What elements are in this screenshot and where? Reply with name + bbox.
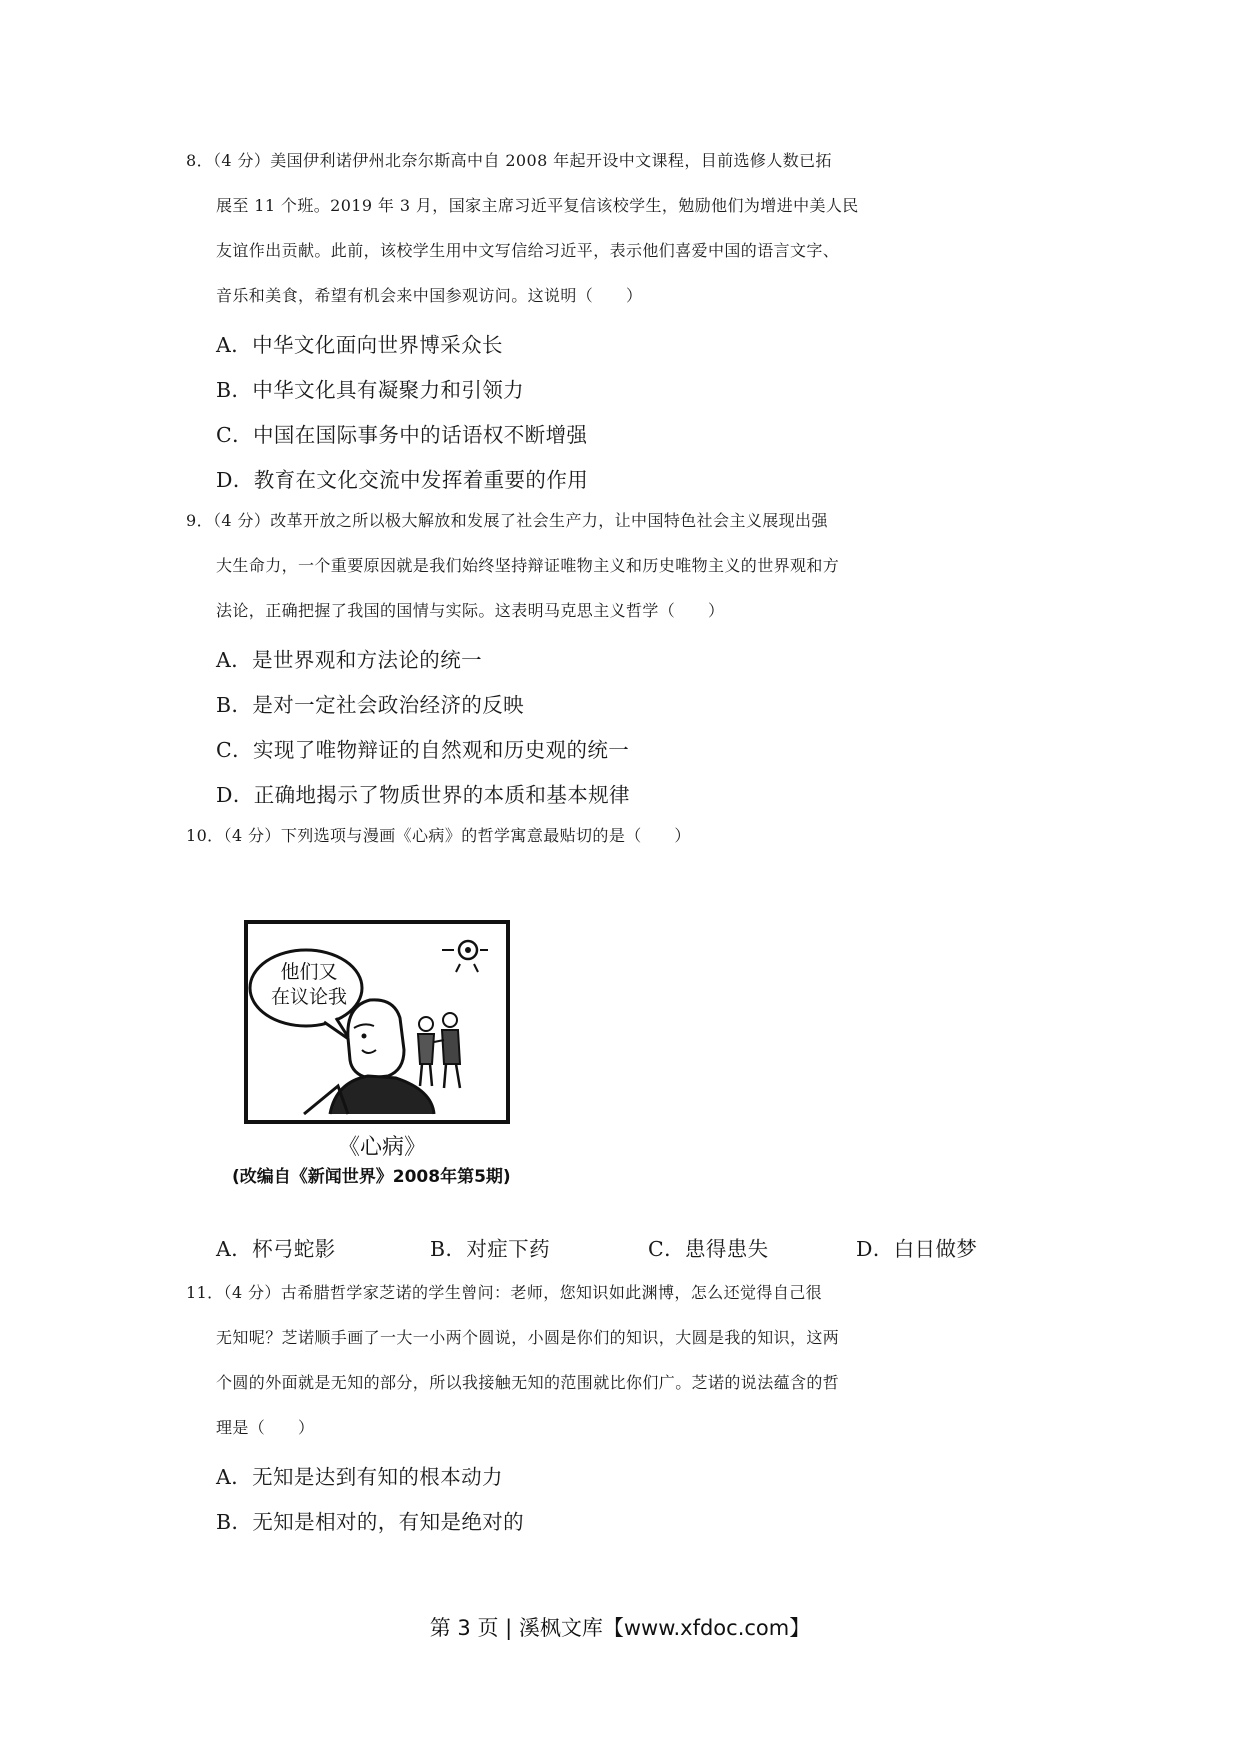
question-8-option-b: B．中华文化具有凝聚力和引领力 [216,378,525,402]
question-8-option-a: A．中华文化面向世界博采众长 [216,333,503,357]
speech-bubble-line-1: 他们又 [280,961,338,983]
question-10-line-1: 10．（4 分）下列选项与漫画《心病》的哲学寓意最贴切的是（ ） [186,826,691,845]
question-9-line-2: 大生命力，一个重要原因就是我们始终坚持辩证唯物主义和历史唯物主义的世界观和方 [216,556,840,575]
question-8-line-2: 展至 11 个班。2019 年 3 月，国家主席习近平复信该校学生，勉励他们为增进中美人民 [216,196,859,215]
question-9-option-c: C．实现了唯物辩证的自然观和历史观的统一 [216,738,630,762]
question-9-option-d: D．正确地揭示了物质世界的本质和基本规律 [216,783,630,807]
question-10-option-b: B．对症下药 [430,1237,550,1261]
question-11-line-2: 无知呢？芝诺顺手画了一大一小两个圆说，小圆是你们的知识，大圆是我的知识，这两 [216,1328,840,1347]
question-10-option-a: A．杯弓蛇影 [216,1237,336,1261]
speech-bubble-text [264,960,354,1010]
question-8-line-4: 音乐和美食，希望有机会来中国参观访问。这说明（ ） [216,286,643,305]
cartoon-title: 《心病》 [338,1135,427,1160]
question-10-option-c: C．患得患失 [648,1237,769,1261]
page-footer: 第 3 页 | 溪枫文库【www.xfdoc.com】 [429,1616,811,1640]
question-11-option-b: B．无知是相对的，有知是绝对的 [216,1510,525,1534]
question-11-line-4: 理是（ ） [216,1418,315,1437]
question-11-line-1: 11．（4 分）古希腊哲学家芝诺的学生曾问：老师，您知识如此渊博，怎么还觉得自己很 [186,1283,823,1302]
speech-bubble-line-2: 在议论我 [270,986,347,1008]
question-9-line-3: 法论，正确把握了我国的国情与实际。这表明马克思主义哲学（ ） [216,601,725,620]
question-8-option-d: D．教育在文化交流中发挥着重要的作用 [216,468,589,492]
cartoon-image [218,900,552,1200]
question-11-option-a: A．无知是达到有知的根本动力 [216,1465,503,1489]
question-10-option-d: D．白日做梦 [856,1237,978,1261]
question-8-line-3: 友谊作出贡献。此前，该校学生用中文写信给习近平，表示他们喜爱中国的语言文字、 [216,241,840,260]
cartoon-source: (改编自《新闻世界》2008年第5期) [232,1167,511,1187]
question-9-line-1: 9．（4 分）改革开放之所以极大解放和发展了社会生产力，让中国特色社会主义展现出强 [186,511,828,530]
question-9-option-a: A．是世界观和方法论的统一 [216,648,483,672]
question-9-option-b: B．是对一定社会政治经济的反映 [216,693,525,717]
question-11-line-3: 个圆的外面就是无知的部分，所以我接触无知的范围就比你们广。芝诺的说法蕴含的哲 [216,1373,840,1392]
question-8-line-1: 8．（4 分）美国伊利诺伊州北奈尔斯高中自 2008 年起开设中文课程，目前选修人数已拓 [186,151,832,170]
question-8-option-c: C．中国在国际事务中的话语权不断增强 [216,423,588,447]
